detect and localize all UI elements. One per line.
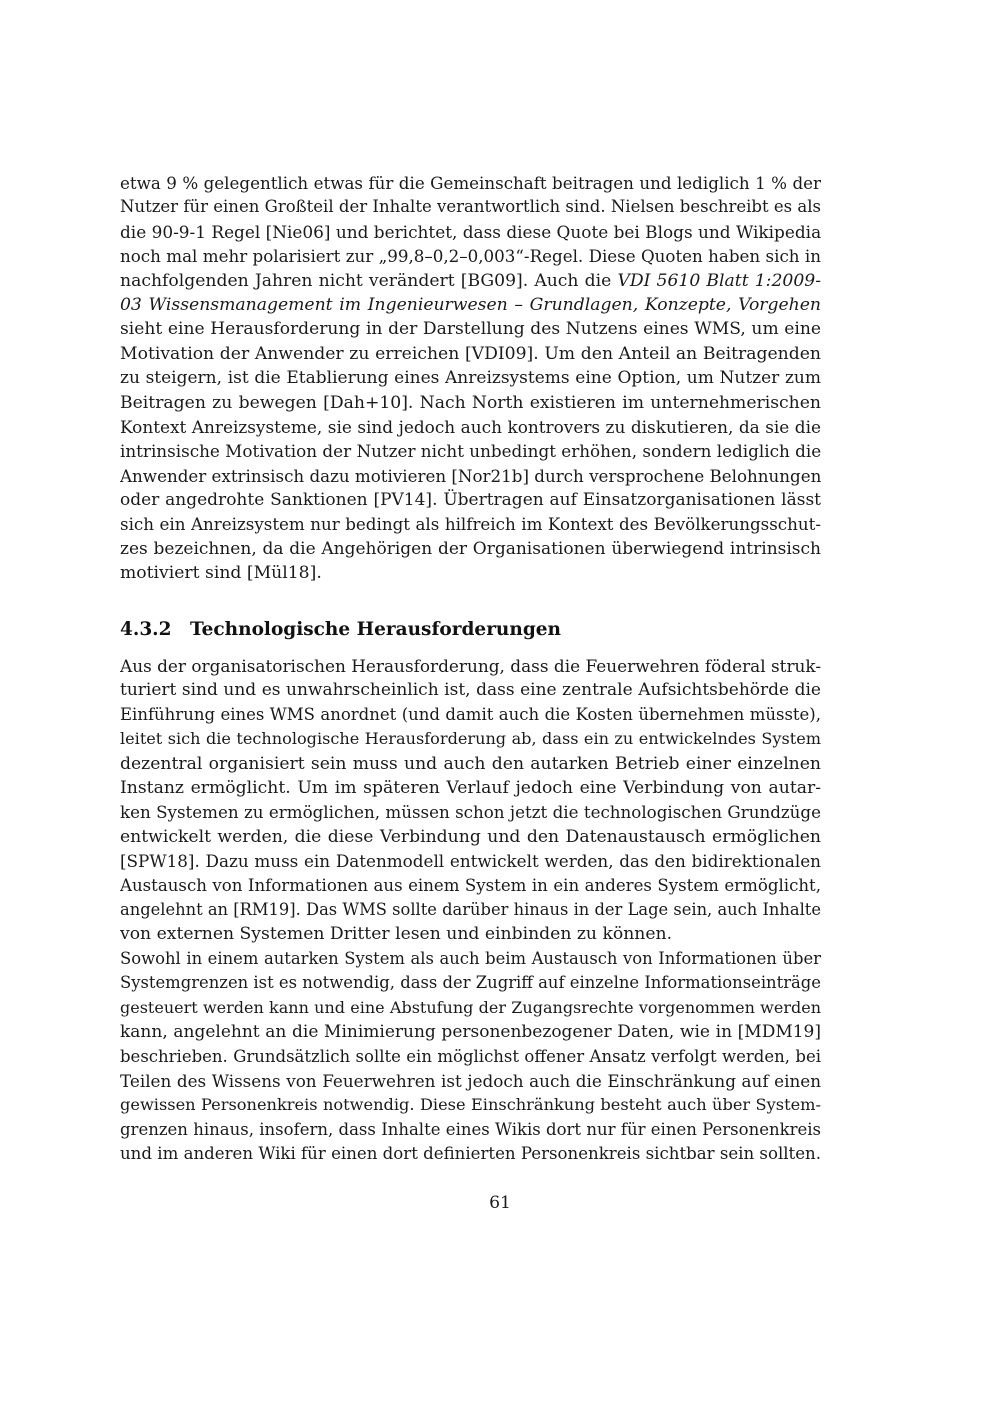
text-line: etwa 9 % gelegentlich etwas für die Gemeinschaft beitragen und lediglich 1 % der bbox=[120, 173, 821, 193]
text-line: ken Systemen zu ermöglichen, müssen schon jetzt die technologischen Grundzüge bbox=[120, 802, 821, 823]
paragraph-1 bbox=[120, 171, 821, 586]
text-line: gewissen Personenkreis notwendig. Diese Einschränkung besteht auch über System- bbox=[120, 1095, 821, 1115]
text-line: Beitragen zu bewegen [Dah+10]. Nach North existieren im unternehmerischen bbox=[120, 392, 821, 413]
text-line: intrinsische Motivation der Nutzer nicht unbedingt erhöhen, sondern lediglich die bbox=[120, 441, 821, 462]
text-line: Nutzer für einen Großteil der Inhalte verantwortlich sind. Nielsen beschreibt es als bbox=[120, 197, 821, 217]
paragraph-3 bbox=[120, 947, 821, 1167]
text-line: noch mal mehr polarisiert zur „99,8–0,2–0,003“-Regel. Diese Quoten haben sich in bbox=[120, 246, 821, 267]
text-line: oder angedrohte Sanktionen [PV14]. Übertragen auf Einsatzorganisationen lässt bbox=[120, 490, 821, 511]
text-line: Motivation der Anwender zu erreichen [VDI09]. Um den Anteil an Beitragenden bbox=[120, 343, 821, 364]
text-line: Austausch von Informationen aus einem System in ein anderes System ermöglicht, bbox=[120, 875, 821, 895]
text-line: Systemgrenzen ist es notwendig, dass der Zugriff auf einzelne Informationseinträge bbox=[120, 973, 821, 993]
text-line: gesteuert werden kann und eine Abstufung der Zugangsrechte vorgenommen werden bbox=[120, 997, 821, 1017]
citation-title-italic: VDI 5610 Blatt 1:2009- bbox=[617, 270, 821, 291]
text-line: kann, angelehnt an die Minimierung personenbezogener Daten, wie in [MDM19] bbox=[120, 1022, 821, 1043]
text-line: Instanz ermöglicht. Um im späteren Verlauf jedoch eine Verbindung von autar- bbox=[120, 777, 821, 798]
section-title: Technologische Herausforderungen bbox=[190, 619, 561, 640]
section-number: 4.3.2 bbox=[120, 619, 172, 640]
text-line: Aus der organisatorischen Herausforderung, dass die Feuerwehren föderal struk- bbox=[120, 656, 821, 676]
text-line: dezentral organisiert sein muss und auch den autarken Betrieb einer einzelnen bbox=[120, 753, 821, 774]
section-heading bbox=[120, 618, 561, 642]
text-line: von externen Systemen Dritter lesen und einbinden zu können. bbox=[120, 924, 673, 945]
text-line: grenzen hinaus, insofern, dass Inhalte eines Wikis dort nur für einen Personenkreis bbox=[120, 1119, 821, 1139]
text-line: Sowohl in einem autarken System als auch beim Austausch von Informationen über bbox=[120, 949, 821, 968]
text-line: Kontext Anreizsysteme, sie sind jedoch auch kontrovers zu diskutieren, da sie die bbox=[120, 416, 821, 437]
text-line: Einführung eines WMS anordnet (und damit auch die Kosten übernehmen müsste), bbox=[120, 704, 821, 724]
text-line: turiert sind und es unwahrscheinlich ist, dass eine zentrale Aufsichtsbehörde die bbox=[120, 680, 821, 701]
text-line: entwickelt werden, die diese Verbindung und den Datenaustausch ermöglichen bbox=[120, 826, 821, 847]
text-line: Teilen des Wissens von Feuerwehren ist jedoch auch die Einschränkung auf einen bbox=[120, 1070, 821, 1091]
paragraph-2 bbox=[120, 654, 821, 947]
text-line: [SPW18]. Dazu muss ein Datenmodell entwickelt werden, das den bidirektionalen bbox=[120, 851, 821, 872]
text-segment: nachfolgenden Jahren nicht verändert [BG09]. Auch die bbox=[120, 270, 618, 291]
citation-title-italic: 03 Wissensmanagement im Ingenieurwesen – Grundlagen, Konzepte, Vorgehen bbox=[120, 294, 821, 315]
text-line: und im anderen Wiki für einen dort definierten Personenkreis sichtbar sein sollten. bbox=[120, 1144, 821, 1164]
text-line: Anwender extrinsisch dazu motivieren [Nor21b] durch versprochene Belohnungen bbox=[120, 465, 821, 486]
text-line: motiviert sind [Mül18]. bbox=[120, 563, 322, 584]
text-line: zu steigern, ist die Etablierung eines Anreizsystems eine Option, um Nutzer zum bbox=[120, 368, 821, 389]
page-number: 61 bbox=[489, 1193, 511, 1213]
text-line bbox=[120, 269, 821, 293]
text-line: sich ein Anreizsystem nur bedingt als hilfreich im Kontext des Bevölkerungsschut- bbox=[120, 514, 821, 535]
text-line: leitet sich die technologische Herausforderung ab, dass ein zu entwickelndes System bbox=[120, 729, 821, 749]
text-line: die 90-9-1 Regel [Nie06] und berichtet, dass diese Quote bei Blogs und Wikipedia bbox=[120, 221, 821, 242]
text-line: sieht eine Herausforderung in der Darstellung des Nutzens eines WMS, um eine bbox=[120, 319, 821, 340]
text-line: angelehnt an [RM19]. Das WMS sollte darüber hinaus in der Lage sein, auch Inhalte bbox=[120, 899, 821, 919]
text-line: beschrieben. Grundsätzlich sollte ein möglichst offener Ansatz verfolgt werden, bei bbox=[120, 1046, 821, 1066]
text-line: zes bezeichnen, da die Angehörigen der Organisationen überwiegend intrinsisch bbox=[120, 538, 821, 559]
